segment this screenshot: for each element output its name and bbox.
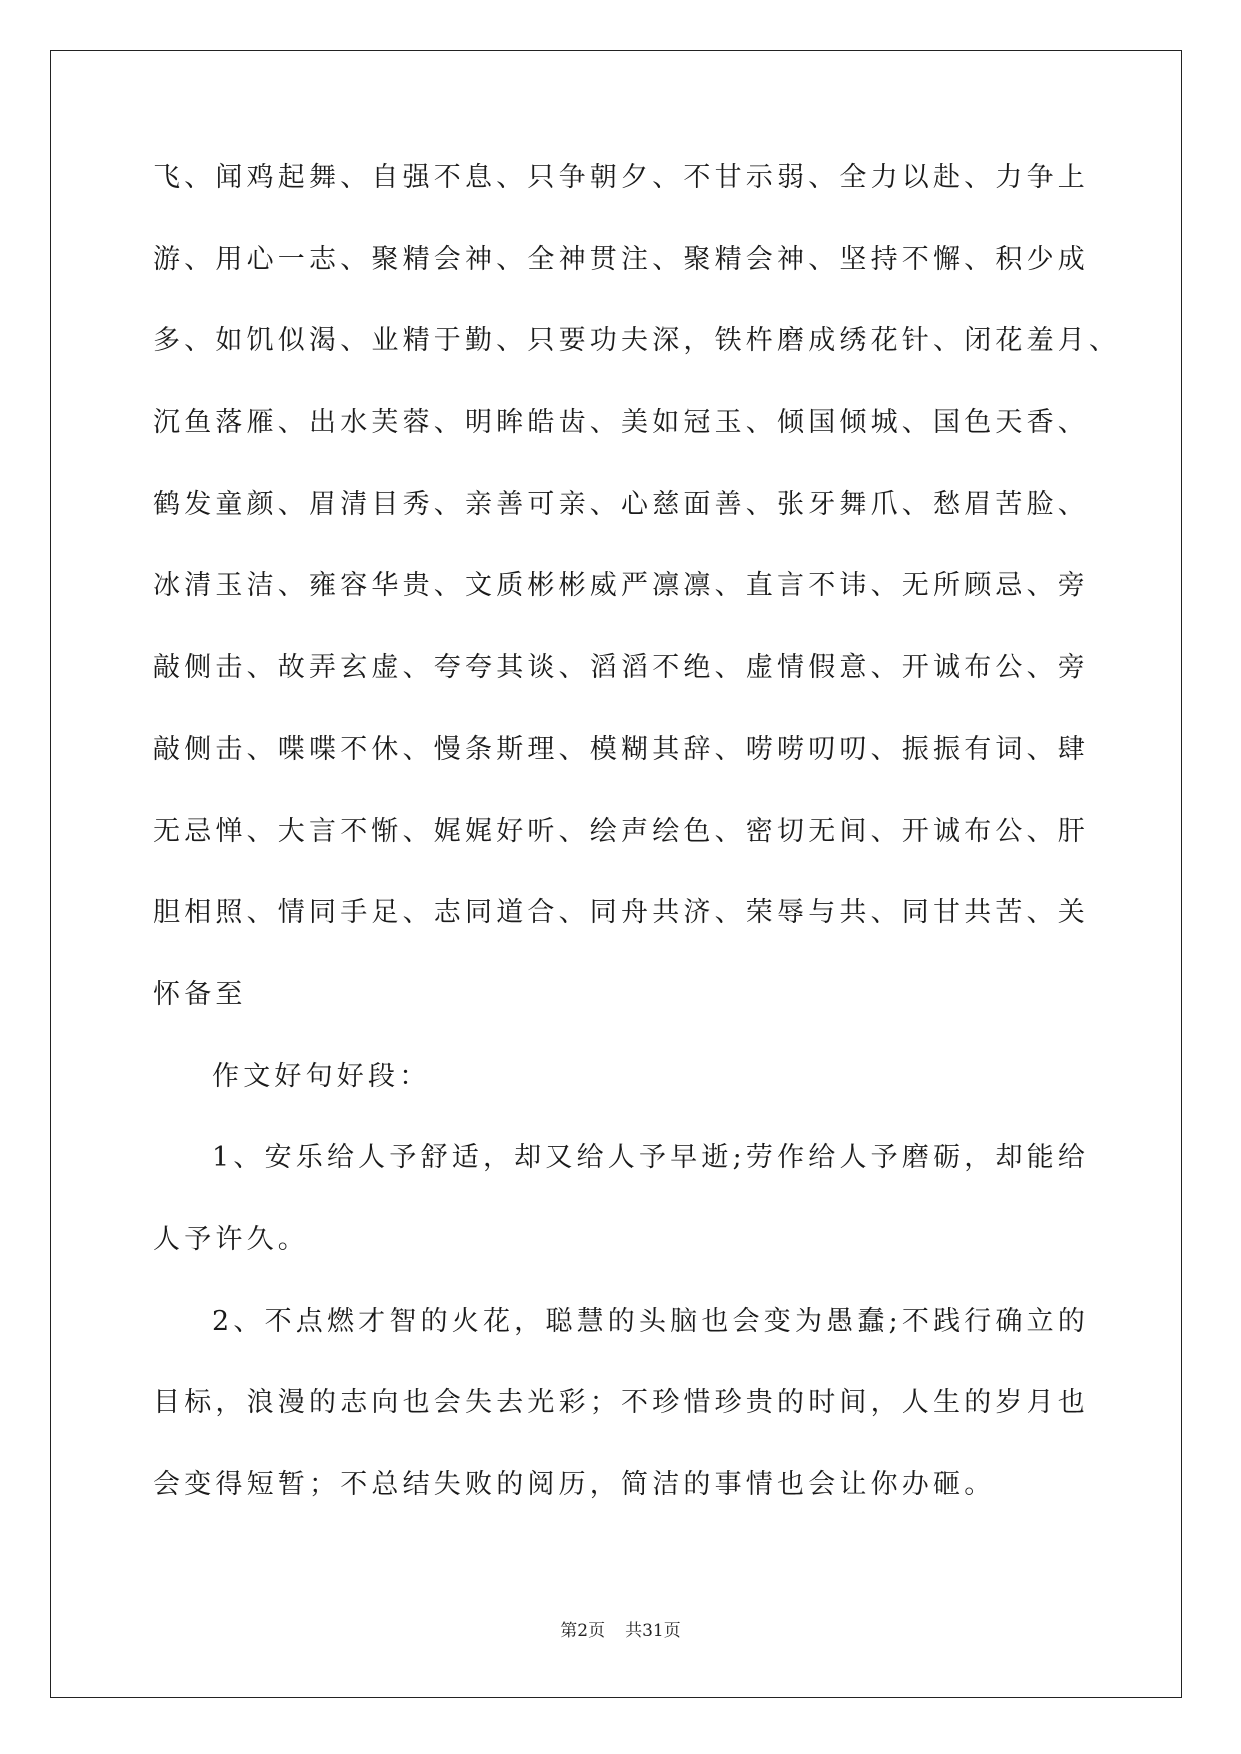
- document-body: [153, 162, 1121, 1552]
- section-heading: 作文好句好段：: [212, 1060, 431, 1092]
- text-line: 游、用心一志、聚精会神、全神贯注、聚精会神、坚持不懈、积少成: [153, 243, 1089, 275]
- item-1-line: 1、安乐给人予舒适，却又给人予早逝;劳作给人予磨砺，却能给: [212, 1142, 1090, 1174]
- text-line: 冰清玉洁、雍容华贵、文质彬彬威严凛凛、直言不讳、无所顾忌、旁: [153, 570, 1089, 602]
- text-line: 飞、闻鸡起舞、自强不息、只争朝夕、不甘示弱、全力以赴、力争上: [153, 162, 1089, 193]
- text-line: 胆相照、情同手足、志同道合、同舟共济、荣辱与共、同甘共苦、关: [153, 897, 1089, 929]
- item-1-line: 人予许久。: [153, 1223, 309, 1255]
- page-total: 共31页: [625, 1621, 681, 1641]
- page-number: 第2页: [560, 1621, 606, 1641]
- text-line: 无忌惮、大言不惭、娓娓好听、绘声绘色、密切无间、开诚布公、肝: [153, 815, 1089, 847]
- page-footer: [0, 1616, 1241, 1641]
- item-2-line: 2、不点燃才智的火花，聪慧的头脑也会变为愚蠢;不践行确立的: [212, 1305, 1090, 1337]
- text-line: 沉鱼落雁、出水芙蓉、明眸皓齿、美如冠玉、倾国倾城、国色天香、: [153, 407, 1089, 439]
- text-line: 敲侧击、喋喋不休、慢条斯理、模糊其辞、唠唠叨叨、振振有词、肆: [153, 733, 1089, 765]
- item-2-line: 会变得短暂；不总结失败的阅历，简洁的事情也会让你办砸。: [153, 1469, 996, 1500]
- text-line: 怀备至: [153, 978, 247, 1010]
- text-line: 鹤发童颜、眉清目秀、亲善可亲、心慈面善、张牙舞爪、愁眉苦脸、: [153, 488, 1089, 520]
- item-2-line: 目标，浪漫的志向也会失去光彩；不珍惜珍贵的时间，人生的岁月也: [153, 1387, 1089, 1419]
- text-line: 敲侧击、故弄玄虚、夸夸其谈、滔滔不绝、虚情假意、开诚布公、旁: [153, 652, 1089, 684]
- text-line: 多、如饥似渴、业精于勤、只要功夫深，铁杵磨成绣花针、闭花羞月、: [153, 325, 1121, 357]
